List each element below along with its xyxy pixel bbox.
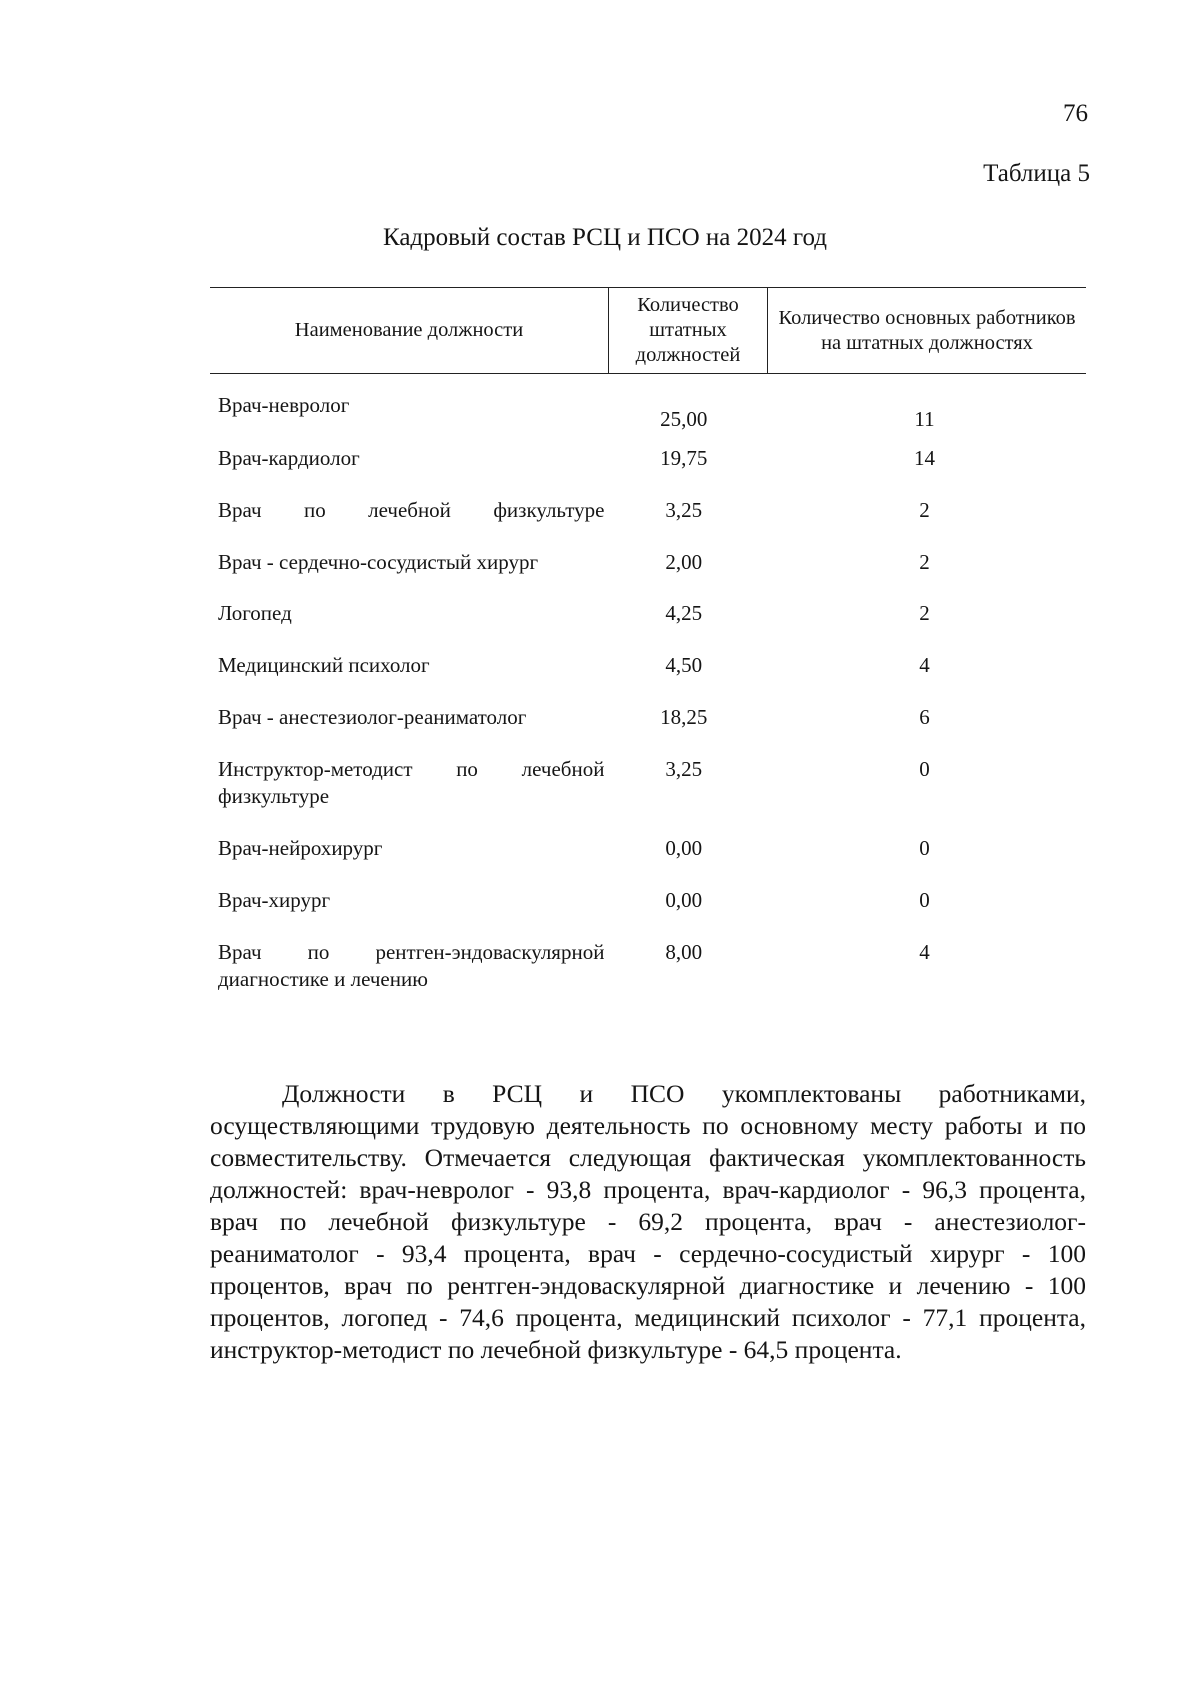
position-name: Врач - анестезиолог-реаниматолог — [218, 705, 527, 729]
table-row — [210, 704, 1086, 731]
position-name: Врач - сердечно-сосудистый хирург — [218, 550, 539, 574]
table-row — [210, 652, 1086, 679]
table-row — [210, 549, 1086, 576]
positions-count: 0,00 — [665, 836, 703, 860]
table-body — [210, 392, 1086, 993]
position-name: Врач-нейрохирург — [218, 836, 383, 860]
position-name: Врач по рентген-эндоваскулярной диагностике и лечению — [218, 940, 605, 991]
positions-count: 25,00 — [660, 407, 708, 431]
position-name: Медицинский психолог — [218, 653, 430, 677]
table-title: Кадровый состав РСЦ и ПСО на 2024 год — [382, 224, 828, 251]
table-row — [210, 756, 1086, 810]
position-name: Врач-хирург — [218, 888, 331, 912]
position-name: Инструктор-методист по лечебной физкультуре — [218, 757, 605, 808]
employees-count: 11 — [914, 407, 935, 431]
staff-table — [210, 287, 1086, 993]
position-name: Врач-кардиолог — [218, 446, 360, 470]
positions-count: 4,50 — [665, 653, 703, 677]
positions-count: 0,00 — [665, 888, 703, 912]
positions-count: 4,25 — [665, 601, 703, 625]
position-name: Врач-невролог — [218, 393, 350, 417]
positions-count: 3,25 — [665, 757, 703, 781]
employees-count: 0 — [919, 836, 930, 860]
table-header — [210, 287, 1086, 374]
table-row — [210, 497, 1086, 524]
employees-count: 4 — [919, 940, 930, 964]
table-row — [210, 445, 1086, 472]
table-row — [210, 887, 1086, 914]
employees-count: 2 — [919, 498, 930, 522]
position-name: Врач по лечебной физкультуре — [218, 498, 605, 522]
positions-count: 3,25 — [665, 498, 703, 522]
employees-count: 4 — [919, 653, 930, 677]
header-position-name: Наименование должности — [210, 288, 609, 373]
table-row — [210, 939, 1086, 993]
header-main-employees-count: Количество основных работников на штатных должностях — [778, 306, 1076, 354]
employees-count: 2 — [919, 601, 930, 625]
positions-count: 2,00 — [665, 550, 703, 574]
employees-count: 0 — [919, 888, 930, 912]
employees-count: 14 — [913, 446, 935, 470]
table-row — [210, 392, 1086, 433]
employees-count: 0 — [919, 757, 930, 781]
position-name: Логопед — [218, 601, 292, 625]
page-number: 76 — [1063, 100, 1088, 127]
table-row — [210, 600, 1086, 627]
employees-count: 2 — [919, 550, 930, 574]
employees-count: 6 — [919, 705, 930, 729]
staffing-paragraph: Должности в РСЦ и ПСО укомплектованы работниками, осуществляющими трудовую деятельность по основному месту работы и по совместительству. Отмечается следующая фактическая укомплектованность должностей: врач-невролог - 93,8 процента, врач-кардиолог - 96,3 процента, врач по лечебной физкультуре - 69,2 процента, врач - анестезиолог-реаниматолог - 93,4 процента, врач - сердечно-сосудистый хирург - 100 процентов, врач по рентген-эндоваскулярной диагностике и лечению - 100 процентов, логопед - 74,6 процента, медицинский психолог - 77,1 процента, инструктор-методист по лечебной физкультуре - 64,5 процента. — [210, 1079, 1086, 1364]
positions-count: 19,75 — [660, 446, 708, 470]
positions-count: 18,25 — [660, 705, 708, 729]
positions-count: 8,00 — [665, 940, 703, 964]
header-staff-positions-count: Количество штатных должностей — [609, 288, 768, 373]
table-row — [210, 835, 1086, 862]
table-label: Таблица 5 — [983, 160, 1090, 187]
